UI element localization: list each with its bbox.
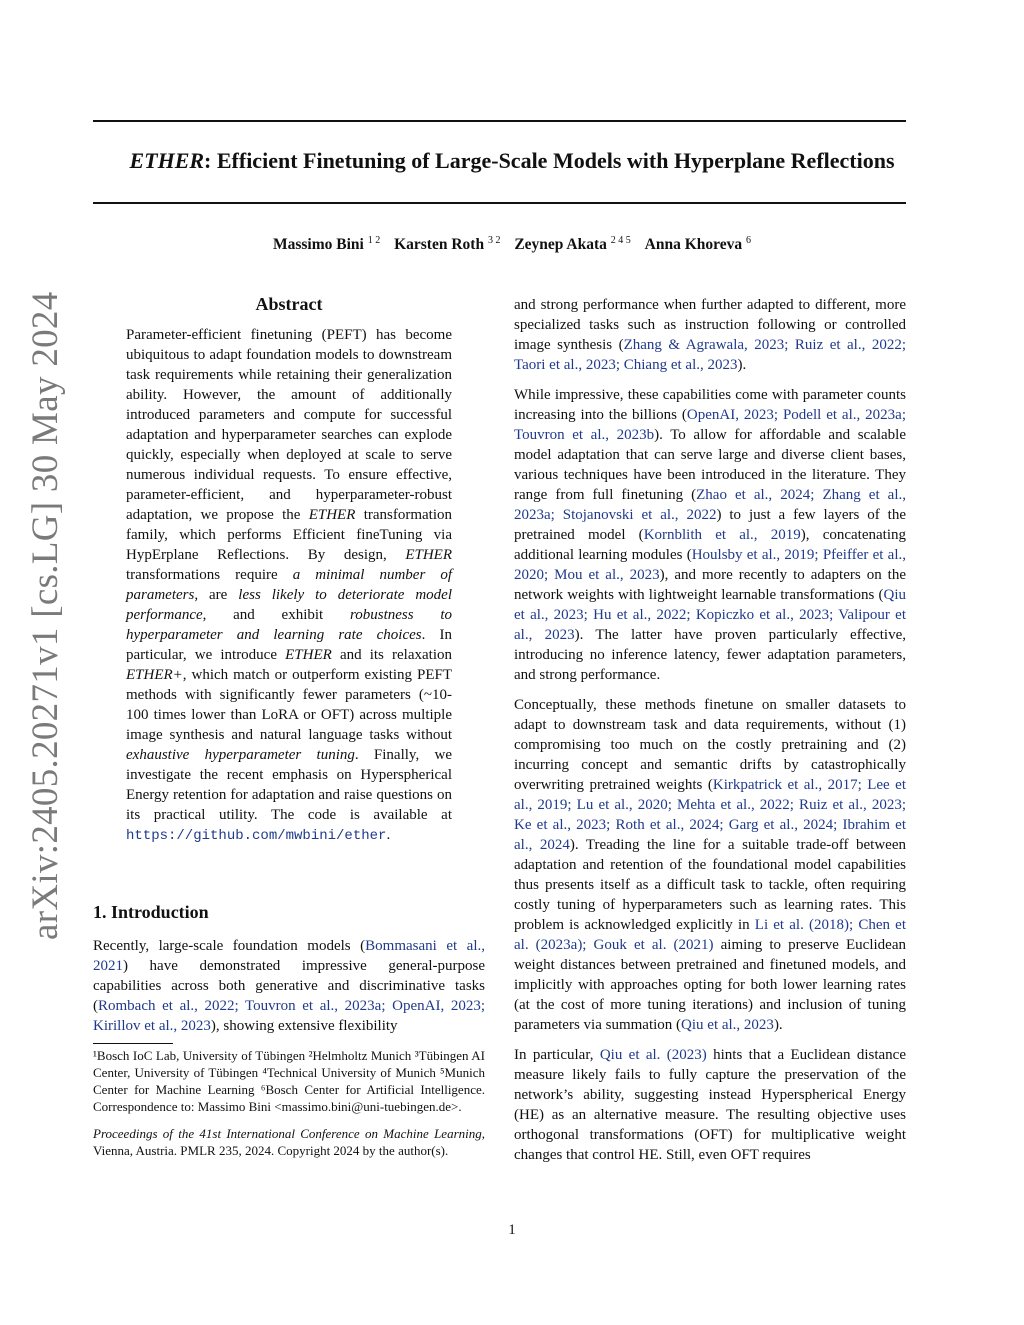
citation-link[interactable]: Qiu et al. (2023) (599, 1047, 707, 1063)
introduction-heading: 1. Introduction (93, 902, 209, 922)
title-rule-bottom (93, 202, 906, 204)
body-text: hints that a Euclidean distance measure likely fails to fully capture the preservation of the network’s ability, suggesting instead Hyperspherical Energy (HE) as an alternative measure. The resulting objective uses orthogonal transformations (OFT) for multiplicative weight changes that control HE. Still, even OFT requires (514, 1047, 906, 1163)
abstract-ether: ETHER (285, 647, 332, 663)
paragraph (514, 385, 906, 685)
abstract-heading: Abstract (255, 294, 323, 314)
citation-link[interactable]: Houlsby et al., 2019; Pfeiffer et al., 2020; Mou et al., 2023 (514, 547, 906, 583)
introduction-body (93, 936, 485, 1036)
proceedings-note (93, 1125, 485, 1159)
paragraph (514, 1045, 906, 1165)
author-affiliation: 6 (746, 235, 752, 246)
abstract-text: . (386, 827, 391, 843)
author-3 (514, 236, 630, 253)
body-text: ). (773, 1017, 783, 1033)
author-name: Zeynep Akata (514, 236, 607, 254)
author-affiliation: 1 2 (367, 235, 381, 246)
author-2 (394, 236, 500, 253)
proceedings-text: , Vienna, Austria. PMLR 235, 2024. Copyright 2024 by the author(s). (93, 1126, 485, 1158)
abstract-body (126, 325, 452, 846)
abstract-ether: ETHER (308, 507, 356, 523)
title-rule-top (93, 120, 906, 122)
body-text: ). Treading the line for a suitable trade-off between adaptation and retention of the foundational model capabilities thus presents itself as a difficult task to tackle, often requiring costly tuning of hyperparameters such as learning rates. This problem is acknowledged explicitly in (514, 837, 906, 933)
footnotes (93, 1047, 485, 1159)
intro-text: ), showing extensive flexibility (210, 1018, 398, 1034)
abstract-text: , are (194, 587, 239, 603)
body-text: ). To allow for affordable and scalable model adaptation that can serve large and diverse client bases, various techniques have been introduced in the literature. They range from full finetuning ( (514, 427, 906, 503)
author-affiliation: 3 2 (487, 235, 501, 246)
author-name: Anna Khoreva (644, 236, 743, 254)
abstract-ether-plus: ETHER+ (126, 667, 183, 683)
citation-link[interactable]: Kirkpatrick et al., 2017; Lee et al., 2019; Lu et al., 2020; Mehta et al., 2022; Ruiz et al., 2023; Ke et al., 2023; Roth et al., 2024; Garg et al., 2024; Ibrahim et al., 2024 (514, 777, 906, 853)
body-text: Conceptually, these methods finetune on smaller datasets to adapt to downstream task and data requirements, without (1) compromising too much on the costly pretraining and (2) incurring concept and semantic drifts by catastrophically overwriting pretrained weights ( (514, 697, 906, 793)
intro-text: ) have demonstrated impressive general-purpose capabilities across both generative and discriminative tasks ( (93, 958, 485, 1014)
abstract-text: , which match or outperform existing PEFT methods with significantly fewer parameters (~10-100 times lower than LoRA or OFT) across multiple image synthesis and natural language tasks without (126, 667, 452, 743)
paper-title (60, 146, 964, 176)
abstract-emphasis: less likely to deteriorate model performance (126, 587, 453, 623)
body-text: ). The latter have proven particularly effective, introducing no inference latency, fewer adaptation parameters, and strong performance. (514, 627, 906, 683)
abstract-text: . Finally, we investigate the recent emphasis on Hyperspherical Energy retention for adaptation and raise questions on its practical utility. The code is available at (126, 747, 452, 823)
abstract-emphasis: exhaustive hyperparameter tuning (126, 747, 355, 763)
abstract-section (126, 293, 452, 846)
abstract-ether: ETHER (405, 547, 452, 563)
citation-link[interactable]: OpenAI, 2023; Podell et al., 2023a; Touvron et al., 2023b (514, 407, 906, 443)
page-number: 1 (508, 1222, 516, 1238)
abstract-text: and its relaxation (331, 647, 452, 663)
abstract-emphasis: robustness to hyperparameter and learning rate choices (126, 607, 452, 643)
citation-link[interactable]: Qiu et al., 2023 (681, 1017, 774, 1033)
body-text: ), concatenating additional learning modules ( (514, 527, 906, 563)
intro-text: Recently, large-scale foundation models ( (93, 938, 366, 954)
affiliations-footnote: ¹Bosch IoC Lab, University of Tübingen ²Helmholtz Munich ³Tübingen AI Center, University of Tübingen ⁴Technical University of Munich ⁵Munich Center for Machine Learning ⁶Bosch Center for Artificial Intelligence. Correspondence to: Massimo Bini <massimo.bini@uni-tuebingen.de>. (93, 1048, 485, 1114)
abstract-text: transformations require (126, 567, 293, 583)
citation-link[interactable]: Kornblith et al., 2019 (643, 527, 801, 543)
title-ether: ETHER (129, 148, 205, 173)
arxiv-watermark: arXiv:2405.20271v1 [cs.LG] 30 May 2024 (25, 291, 66, 940)
abstract-emphasis: a minimal number of parameters (126, 567, 452, 603)
right-column (514, 295, 906, 1175)
title-rest: : Efficient Finetuning of Large-Scale Models with Hyperplane Reflections (204, 148, 895, 173)
citation-link[interactable]: Zhang & Agrawala, 2023; Ruiz et al., 2022; Taori et al., 2023; Chiang et al., 2023 (514, 337, 906, 373)
author-4 (645, 236, 751, 253)
paragraph (514, 695, 906, 1035)
body-text: ) to just a few layers of the pretrained model ( (514, 507, 906, 543)
abstract-text: . In particular, we introduce (126, 627, 452, 663)
citation-link[interactable]: Qiu et al., 2023; Hu et al., 2022; Kopiczko et al., 2023; Valipour et al., 2023 (514, 587, 906, 643)
body-text: ). (737, 357, 747, 373)
abstract-text: . By design, (285, 547, 406, 563)
abstract-text: Parameter-efficient finetuning (PEFT) has become ubiquitous to adapt foundation models to downstream task requirements while retaining their generalization ability. However, the amount of additionally introduced parameters and compute for successful adaptation and hyperparameter searches can explode quickly, especially when deployed at scale to serve numerous individual requests. To ensure effective, parameter-efficient, and hyperparameter-robust adaptation, we propose the (126, 327, 452, 523)
abstract-text: transformation family, which performs (126, 507, 452, 543)
citation-link[interactable]: Bommasani et al., 2021 (93, 938, 485, 974)
abstract-text: , and exhibit (202, 607, 350, 623)
footnote-separator (93, 1043, 173, 1044)
proceedings-venue: Proceedings of the 41st International Conference on Machine Learning (93, 1126, 482, 1141)
author-1 (273, 236, 380, 253)
author-affiliation: 2 4 5 (610, 235, 631, 246)
citation-link[interactable]: Li et al. (2018); Chen et al. (2023a); Gouk et al. (2021) (514, 917, 906, 953)
code-link[interactable]: https://github.com/mwbini/ether (126, 828, 387, 844)
author-name: Massimo Bini (272, 236, 364, 254)
body-text: While impressive, these capabilities come with parameter counts increasing into the billions ( (514, 387, 906, 423)
paragraph (514, 295, 906, 375)
citation-link[interactable]: Rombach et al., 2022; Touvron et al., 2023a; OpenAI, 2023; Kirillov et al., 2023 (93, 998, 485, 1034)
body-text: ), and more recently to adapters on the network weights with lightweight learnable transformations ( (514, 567, 907, 603)
introduction-section (93, 900, 485, 1036)
author-name: Karsten Roth (394, 236, 485, 254)
body-text: In particular, (514, 1047, 600, 1063)
body-text: aiming to preserve Euclidean weight distances between pretrained and finetuned models, and implicitly with approaches opting for both lower learning rates (at the cost of more tuning iterations) and inclusion of tuning parameters via summation ( (514, 937, 906, 1033)
body-text: and strong performance when further adapted to different, more specialized tasks such as instruction following or controlled image synthesis ( (514, 297, 906, 353)
abstract-acronym: Efficient fineTuning via HypErplane Reflections (126, 527, 452, 563)
author-list (60, 235, 964, 254)
citation-link[interactable]: Zhao et al., 2024; Zhang et al., 2023a; Stojanovski et al., 2022 (514, 487, 906, 523)
